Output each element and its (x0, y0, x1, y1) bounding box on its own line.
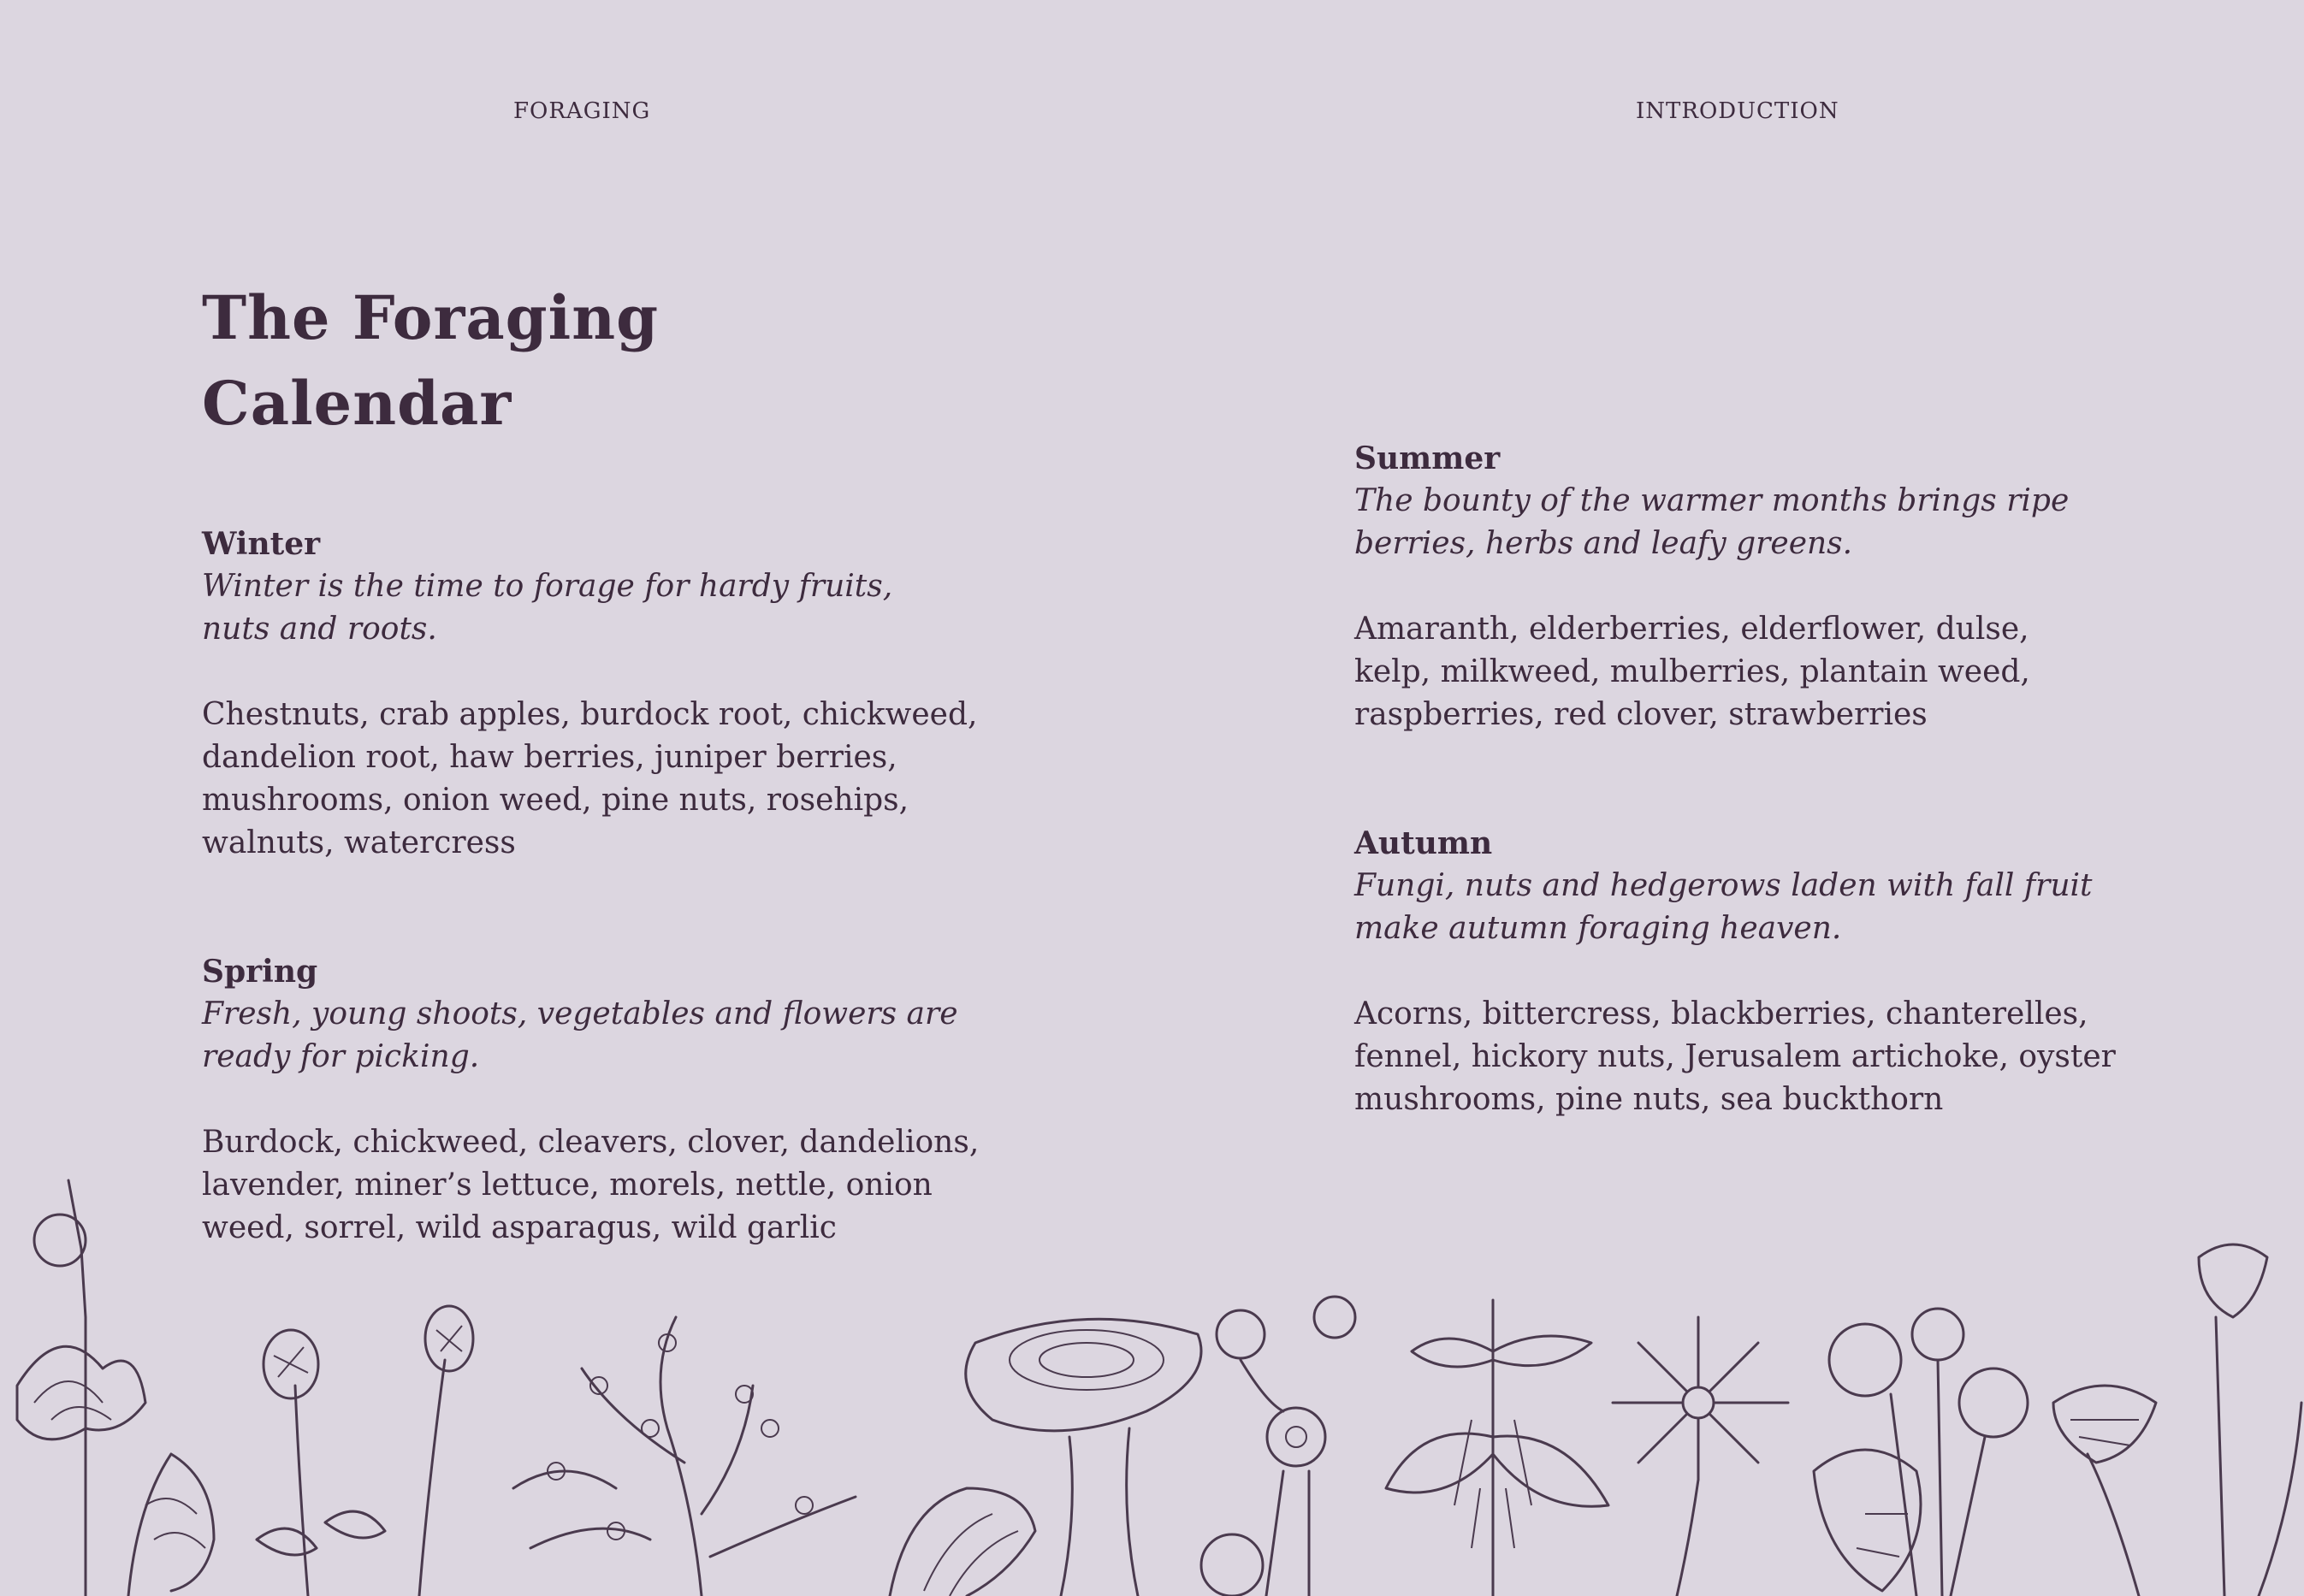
botanical-border-illustration (0, 1146, 2304, 1596)
season-heading: Winter (202, 526, 321, 562)
list-line: Amaranth, elderberries, elderflower, dulse, (1354, 612, 2029, 647)
dandelion-drawing (2053, 1244, 2301, 1596)
season-winter (202, 523, 1023, 865)
list-line: walnuts, watercress (202, 825, 516, 860)
nettle-drawing (1386, 1300, 1608, 1596)
running-head-left: FORAGING (513, 98, 651, 124)
list-line: fennel, hickory nuts, Jerusalem artichoke, oyster (1354, 1039, 2116, 1074)
intro-line: berries, herbs and leafy greens. (1354, 526, 1853, 561)
season-heading: Spring (202, 954, 318, 990)
season-heading: Summer (1354, 440, 1501, 476)
seaweed-drawing (513, 1317, 856, 1596)
list-line: Chestnuts, crab apples, burdock root, chickweed, (202, 697, 978, 732)
season-intro (1354, 480, 2176, 565)
list-line: Acorns, bittercress, blackberries, chanterelles, (1354, 996, 2088, 1031)
season-intro (1354, 865, 2176, 950)
intro-line: Fungi, nuts and hedgerows laden with fall fruit (1354, 868, 2093, 903)
season-heading: Autumn (1354, 825, 1493, 861)
intro-line: Winter is the time to forage for hardy fruits, (202, 569, 893, 604)
season-intro (202, 565, 1023, 651)
intro-line: The bounty of the warmer months brings ripe (1354, 483, 2070, 518)
season-list (1354, 993, 2176, 1121)
mushroom-drawing (890, 1319, 1201, 1596)
list-line: mushrooms, pine nuts, sea buckthorn (1354, 1082, 1944, 1117)
season-list (1354, 608, 2176, 736)
running-head-right: INTRODUCTION (1636, 98, 1839, 124)
wildflower-drawing (1201, 1297, 1355, 1596)
season-list (202, 694, 1023, 865)
title-line-2: Calendar (202, 368, 512, 439)
daisy-drawing (1613, 1317, 1788, 1596)
list-line: raspberries, red clover, strawberries (1354, 697, 1928, 732)
intro-line: nuts and roots. (202, 612, 437, 647)
page-title (202, 275, 659, 446)
clover-drawing (257, 1306, 473, 1596)
list-line: kelp, milkweed, mulberries, plantain weed, (1354, 654, 2030, 689)
burdock-drawing (1814, 1309, 2028, 1596)
intro-line: Fresh, young shoots, vegetables and flowers are (202, 996, 958, 1031)
list-line: lavender, miner’s lettuce, morels, nettle, onion (202, 1167, 933, 1203)
flower-drawing (17, 1180, 214, 1596)
season-autumn (1354, 822, 2176, 1121)
list-line: weed, sorrel, wild asparagus, wild garlic (202, 1210, 837, 1245)
intro-line: ready for picking. (202, 1039, 480, 1074)
list-line: mushrooms, onion weed, pine nuts, rosehips, (202, 783, 909, 818)
season-intro (202, 993, 1023, 1079)
list-line: Burdock, chickweed, cleavers, clover, dandelions, (202, 1125, 980, 1160)
season-summer (1354, 437, 2176, 736)
intro-line: make autumn foraging heaven. (1354, 911, 1842, 946)
list-line: dandelion root, haw berries, juniper berries, (202, 740, 897, 775)
title-line-1: The Foraging (202, 282, 660, 353)
